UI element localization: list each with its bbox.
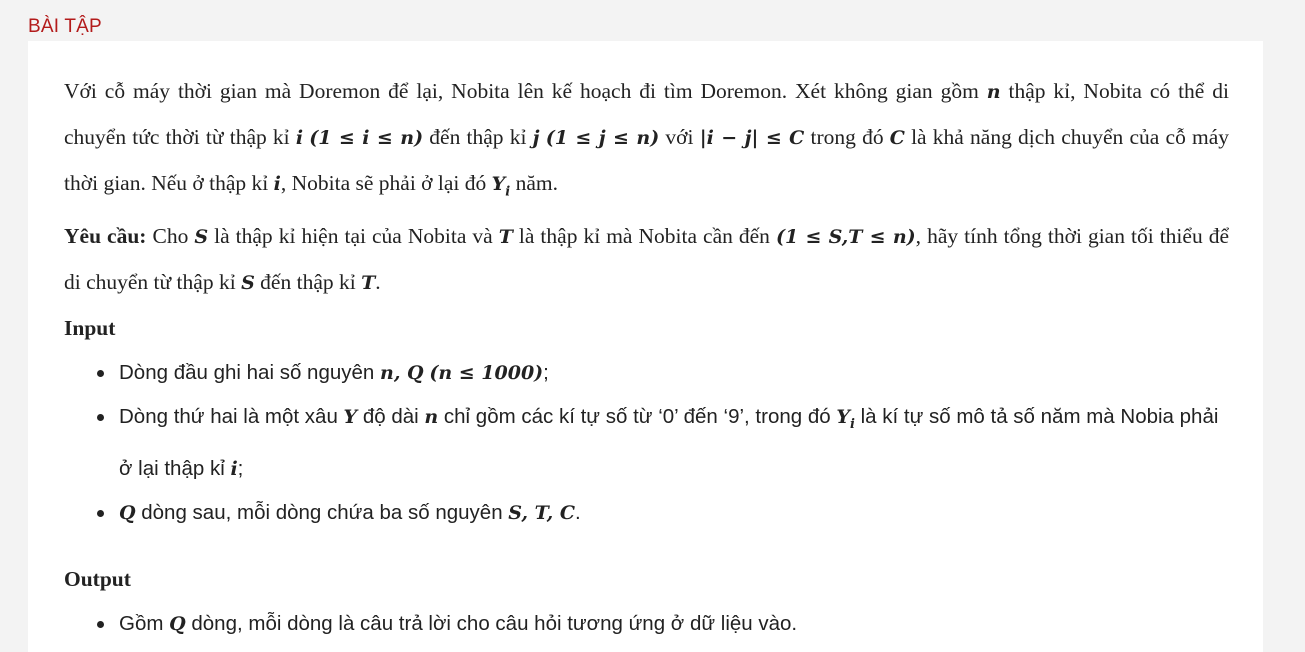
item-text: dòng sau, mỗi dòng chứa ba số nguyên: [135, 501, 509, 525]
req-text: , hãy tính tổng thời gian tối thiểu để di chuyển từ thập kỉ: [64, 224, 1230, 295]
bullet-icon: [97, 510, 104, 517]
math-i: i: [230, 458, 238, 481]
problem-description: [64, 69, 1229, 214]
math-t: T: [498, 226, 513, 249]
item-text: Gồm: [119, 612, 170, 636]
req-text: Cho: [146, 224, 195, 249]
output-list: [64, 602, 1229, 646]
list-item: [64, 395, 1229, 491]
desc-text: năm.: [510, 171, 558, 195]
math-y-subscript: i: [505, 184, 511, 200]
list-item: [64, 602, 1229, 646]
math-condition: |i − j| ≤ C: [699, 127, 805, 149]
item-text: dòng, mỗi dòng là câu trả lời cho câu hỏi tương ứng ở dữ liệu vào.: [185, 612, 798, 636]
bullet-icon: [97, 370, 104, 377]
math-i: i: [295, 127, 304, 149]
desc-text: , Nobita sẽ phải ở lại đó: [280, 171, 492, 195]
math-t: T: [361, 272, 376, 295]
item-text: ;: [237, 457, 244, 481]
item-text: ;: [543, 361, 549, 385]
math-c: C: [889, 127, 905, 149]
math-range-j: (1 ≤ j ≤ n): [545, 127, 660, 149]
item-text: Dòng thứ hai là một xâu: [119, 405, 344, 429]
item-text: độ dài: [357, 405, 425, 429]
math-n: n: [424, 406, 439, 429]
math-y: Y: [836, 406, 850, 429]
desc-text: đến thập kỉ: [423, 125, 533, 149]
req-text: là thập kỉ mà Nobita cần đến: [512, 224, 776, 249]
math-range-i: (1 ≤ i ≤ n): [309, 127, 424, 149]
math-y: Y: [343, 406, 358, 429]
desc-text: thập kỉ, Nobita có thể di chuyển tức thời từ thập kỉ: [64, 79, 1229, 149]
input-heading: Input: [64, 316, 116, 341]
bullet-icon: [97, 621, 104, 628]
math-n-q: n, Q: [380, 362, 424, 385]
item-text: chỉ gồm các kí tự số từ ‘0’ đến ‘9’, trong đó: [438, 405, 837, 429]
input-list: [64, 351, 1229, 535]
desc-text: với: [659, 125, 700, 149]
item-text: là kí tự số mô tả số năm mà Nobia phải ở lại thập kỉ: [119, 405, 1219, 481]
req-text: .: [375, 270, 381, 295]
math-s-t-c: S, T, C: [508, 502, 575, 525]
math-s: S: [194, 226, 209, 249]
desc-text: Với cỗ máy thời gian mà Doremon để lại, Nobita lên kế hoạch đi tìm Doremon. Xét không gian gồm: [64, 79, 987, 103]
item-text: Dòng đầu ghi hai số nguyên: [119, 361, 381, 385]
desc-text: trong đó: [804, 125, 890, 149]
math-n: n: [986, 81, 1001, 103]
math-n-limit: (n ≤ 1000): [429, 362, 544, 385]
desc-text: là khả năng dịch chuyển của cỗ máy thời gian. Nếu ở thập kỉ: [64, 125, 1230, 195]
spacer: [64, 535, 1229, 557]
req-text: là thập kỉ hiện tại của Nobita và: [208, 224, 499, 249]
output-heading: Output: [64, 567, 131, 592]
problem-content: [64, 69, 1229, 646]
math-q: Q: [169, 613, 186, 636]
requirement: [64, 214, 1229, 306]
req-text: đến thập kỉ: [254, 270, 362, 295]
list-item: [64, 351, 1229, 395]
math-j: j: [532, 127, 540, 149]
requirement-label: Yêu cầu:: [64, 224, 147, 249]
math-y-subscript: i: [849, 417, 855, 433]
section-title: BÀI TẬP: [28, 16, 102, 37]
math-range-st: (1 ≤ S,T ≤ n): [775, 226, 916, 249]
math-y: Y: [491, 173, 506, 195]
math-i: i: [273, 173, 281, 195]
list-item: [64, 491, 1229, 535]
item-text: .: [574, 501, 581, 525]
problem-card: [28, 41, 1263, 652]
bullet-icon: [97, 414, 104, 421]
math-q: Q: [119, 502, 136, 525]
math-s: S: [241, 272, 255, 295]
